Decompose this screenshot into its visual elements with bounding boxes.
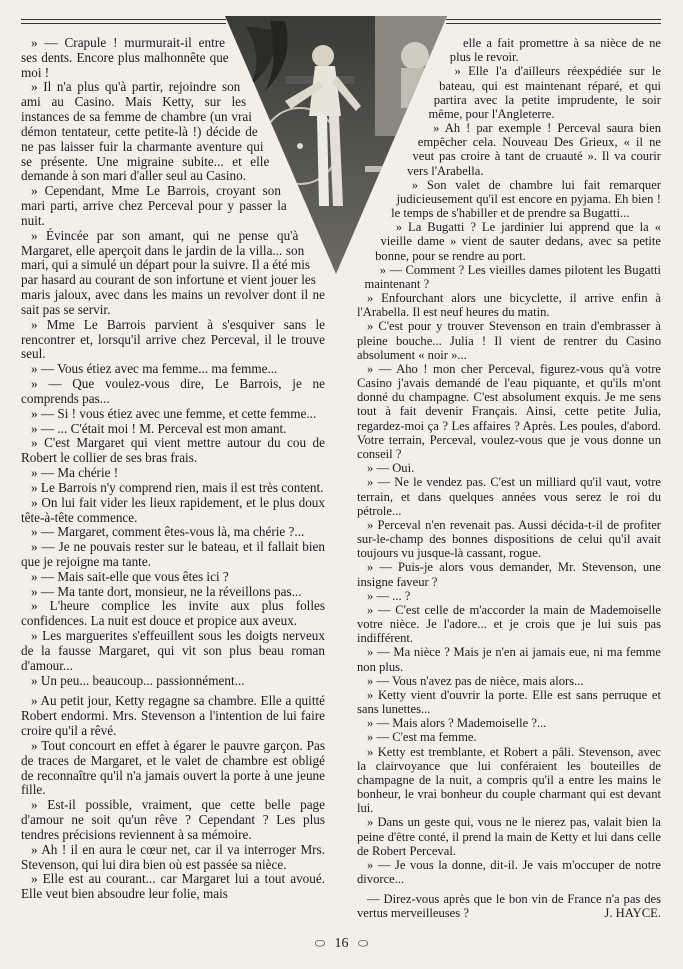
paragraph: » Mme Le Barrois parvient à s'esquiver sans le rencontrer et, lorsqu'il arrive chez Perceval, il le trouve seul.: [21, 316, 325, 362]
left-column: [21, 36, 325, 902]
paragraph: » — ... C'était moi ! M. Perceval est mon amant.: [31, 420, 287, 436]
top-rule-right: [446, 19, 661, 20]
paragraph: » — Margaret, comment êtes-vous là, ma chérie ?...: [31, 524, 305, 540]
paragraph: » — Si ! vous étiez avec une femme, et cette femme...: [31, 405, 317, 421]
paragraph: » — Je ne pouvais rester sur le bateau, et il fallait bien que je rejoigne ma tante.: [21, 539, 325, 569]
paragraph: » — Que voulez-vous dire, Le Barrois, je ne comprends pas...: [21, 376, 325, 406]
paragraph: » Elle l'a d'ailleurs réexpédiée sur le bateau, qui est maintenant réparé, et qui partira avec la petite imprudente, le soir même, pour l'Angleterre.: [428, 64, 661, 121]
paragraph: » On lui fait vider les lieux rapidement, et le plus doux tête-à-tête commence.: [21, 494, 325, 525]
paragraph: » — Ma chérie !: [31, 465, 119, 481]
paragraph: » — Comment ? Les vieilles dames pilotent les Bugatti maintenant ?: [364, 262, 661, 291]
paragraph: » Ah ! par exemple ! Perceval saura bien empêcher cela. Nouveau Des Grieux, « il ne veut pas croire à tant de cruauté ». Il va courir vers l'Arabella.: [407, 121, 661, 178]
paragraph: » Ketty est tremblante, et Robert a pâli. Stevenson, avec la clairvoyance que lui conféraient les bouteilles de champagne de la nuit, a compris qu'il a entre les mains le bonheur, le vrai bonheur du couple charmant qui est devant lui.: [357, 744, 661, 816]
paragraph: » — Ma tante dort, monsieur, ne la réveillons pas...: [31, 583, 302, 599]
paragraph: » — Ne le vendez pas. C'est un milliard qu'il vaut, votre terrain, et dans quelques années vous serez le roi du pétrole...: [357, 475, 661, 518]
paragraph: — Direz-vous après que le bon vin de France n'a pas des vertus merveilleuses ? J. HAYCE.: [357, 892, 661, 921]
paragraph: » — Aho ! mon cher Perceval, figurez-vous qu'à votre Casino j'avais demandé de l'eau piquante, et qu'ils m'ont donné du champagne. C'est absolument exquis. Je me sens tout à fait devenir Français. Ainsi, cette petite Julia, regardez-moi ça ? Les affaires ? Après. Les poules, d'abord. Votre terrain, Perceval, voulez-vous que je vous donne un conseil ?: [357, 361, 661, 461]
ornament-left-icon: ⬭: [314, 936, 325, 950]
right-column: [357, 36, 661, 921]
paragraph: » Cependant, Mme Le Barrois, croyant son mari parti, arrive chez Perceval pour y passer la nuit.: [21, 183, 287, 228]
paragraph: » Son valet de chambre lui fait remarquer judicieusement qu'il est encore en pyjama. Eh bien ! le temps de s'habiller et de prendre sa Bugatti...: [391, 177, 661, 221]
page-number: 16: [334, 936, 349, 951]
page-footer: [0, 936, 683, 952]
paragraph: » Ketty vient d'ouvrir la porte. Elle est sans perruque et sans lunettes...: [357, 687, 661, 717]
paragraph: » — C'est celle de m'accorder la main de Mademoiselle votre nièce. Je l'adore... et je crois que je lui suis pas indifférent.: [357, 602, 661, 646]
paragraph: » — ... ?: [367, 588, 411, 603]
paragraph: » C'est Margaret qui vient mettre autour du cou de Robert le collier de ses bras frais.: [21, 435, 325, 466]
paragraph: » Ah ! il en aura le cœur net, car il va interroger Mrs. Stevenson, qui lui dira bien où est passée sa nièce.: [21, 841, 325, 872]
paragraph: » C'est pour y trouver Stevenson en train d'embrasser à pleine bouche... Julia ! Il vient de rentrer du Casino absolument « noir »...: [357, 319, 661, 362]
paragraph: » Évincée par son amant, qui ne pense qu'à Margaret, elle aperçoit dans le jardin de la villa... son mari, qui a simulé un départ pour la suivre. Il a été mis par hasard au courant de son infortune et vient jouer les maris jaloux, avec dans les mains un revolver dont il ne sait pas se servir.: [21, 227, 325, 317]
paragraph: » — C'est ma femme.: [367, 730, 477, 745]
paragraph: » La Bugatti ? Le jardinier lui apprend que la « vieille dame » vient de sauter dedans, avec sa petite bonne, pour se rendre au port.: [375, 220, 661, 263]
paragraph: » Le Barrois n'y comprend rien, mais il est très content.: [31, 479, 324, 495]
paragraph: » Les marguerites s'effeuillent sous les doigts nerveux de la fausse Margaret, qui vit son plus beau roman d'amour...: [21, 628, 325, 673]
paragraph: » — Vous n'avez pas de nièce, mais alors...: [367, 673, 584, 688]
paragraph: » — Mais sait-elle que vous êtes ici ?: [31, 568, 229, 584]
paragraph: » Un peu... beaucoup... passionnément...: [31, 672, 245, 688]
paragraph: » — Crapule ! murmurait-il entre ses dents. Encore plus malhonnête que moi !: [21, 35, 229, 80]
paragraph: » Enfourchant alors une bicyclette, il arrive enfin à l'Arabella. Il est neuf heures du matin.: [357, 291, 661, 320]
paragraph: » — Puis-je alors vous demander, Mr. Stevenson, une insigne faveur ?: [357, 560, 661, 589]
paragraph: » — Oui.: [367, 461, 415, 476]
paragraph: » Elle est au courant... car Margaret lui a tout avoué. Elle veut bien absoudre leur folie, mais: [21, 871, 325, 902]
top-rule-left: [21, 19, 226, 20]
ornament-right-icon: ⬭: [358, 936, 369, 950]
paragraph: elle a fait promettre à sa nièce de ne plus le revoir.: [449, 36, 661, 65]
paragraph: » Dans un geste qui, vous ne le nierez pas, valait bien la peine d'être conté, il prend la main de Ketty et lui dans celle de Robert Perceval.: [357, 815, 661, 858]
paragraph: » Tout concourt en effet à égarer le pauvre garçon. Pas de traces de Margaret, et le valet de chambre est obligé de reconnaître qu'il n'a jamais ouvert la porte à une jeune fille.: [21, 737, 325, 798]
paragraph: » — Ma nièce ? Mais je n'en ai jamais eue, ni ma femme non plus.: [357, 645, 661, 674]
paragraph: » — Vous étiez avec ma femme... ma femme...: [31, 361, 278, 377]
author-signature: J. HAYCE.: [604, 906, 661, 921]
paragraph: » Perceval n'en revenait pas. Aussi décida-t-il de profiter sur-le-champ des bonnes dispositions de celui qu'il avait toujours vu jusque-là cassant, rogue.: [357, 517, 661, 561]
paragraph: » L'heure complice les invite aux plus folles confidences. La nuit est douce et propice aux aveux.: [21, 598, 325, 629]
top-rule-right-2: [446, 23, 661, 24]
paragraph: » Il n'a plus qu'à partir, rejoindre son ami au Casino. Mais Ketty, sur les instances de sa femme de chambre (un vrai démon tentateur, cette petite-là !) décide de ne pas laisser fuir la charmante aventure qui se présente. Une migraine subite... et elle demande à son mari d'aller seul au Casino.: [21, 79, 270, 184]
paragraph: » Est-il possible, vraiment, que cette belle page d'amour ne soit qu'un rêve ? Cependant ? Les plus tendres précisions reviennent à sa mémoire.: [21, 797, 325, 842]
paragraph: » Au petit jour, Ketty regagne sa chambre. Elle a quitté Robert endormi. Mrs. Stevenson a l'intention de lui faire croire qu'il a rêvé.: [21, 693, 325, 739]
paragraph: » — Je vous la donne, dit-il. Je vais m'occuper de notre divorce...: [357, 857, 661, 887]
paragraph: » — Mais alors ? Mademoiselle ?...: [367, 716, 547, 731]
top-rule-left-2: [21, 23, 226, 24]
